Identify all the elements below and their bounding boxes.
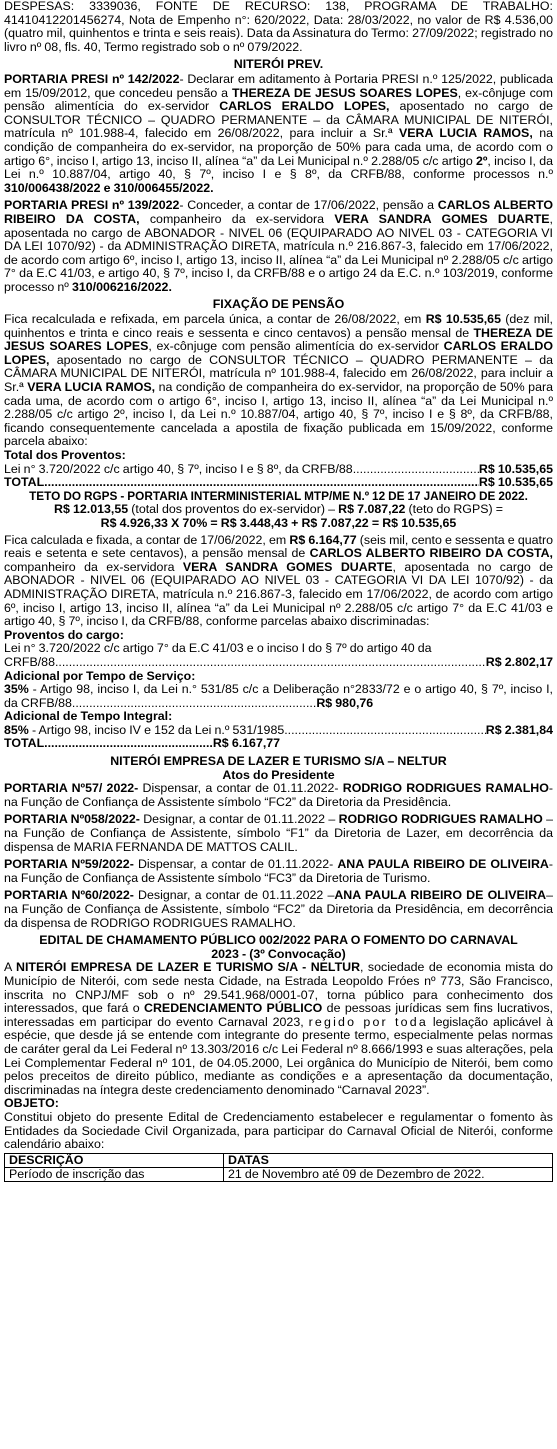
text-span: legislação aplicável à espécie, que desde já se entende com integrante do presente termo, especialmente pelas normas de caráter geral da Lei Federal nº 13.303/2016 c/c Lei Federal nº 8.666/1993 e suas alterações, pela Lei Complementar Federal nº 101, de 04.05.2000, Lei orgânica do Município de Niterói, bem como pelos preceitos de direito público, mediante as condições e a apresentação da documentação, discriminadas na íntegra deste credenciamento denominado “Carnaval 2023”. [4,1014,553,1097]
table-row [5,1167,553,1181]
amount: R$ 6.164,77 [289,532,357,547]
text-span: , aposentada no cargo de ABONADOR - NIVEL 06 (EQUIPARADO AO NIVEL 03 - CATEGORIA VI DA LEI 1070/92) - da ADMINISTRAÇÃO DIRETA, matrícula n.º 216.867-3, falecido em 17/06/2022, de acordo com artigo 6º, inciso I, artigo 13, inciso II, alínea “a” da Lei Municipal nº 2.288/05 c/c artigo 7° da E.C 41/03, e artigo 40, § 7º, inciso I, da CRFB/88 e o artigo 24 da E.C. n.º 103/2019, conforme processo nº [4,211,553,294]
text-span: – na Função de Confiança de Assistente, símbolo “FC2” da Diretoria da Presidência, em decorrência da dispensa de RODRIGO RODRIGUES RAMALHO. [4,888,553,930]
portaria-label: PORTARIA Nº60/2022- [4,888,134,903]
text-span: , sociedade de economia mista do Município de Niterói, com sede nesta Cidade, na Estrada Leopoldo Fróes nº 773, São Francisco, inscrita no CNPJ/MF sob o nº 29.541.968/0001-07, torna público para conhecimento dos interessados, que fará o [4,960,553,1016]
calendar-table [4,1153,553,1182]
objeto-text: Constitui objeto do presente Edital de Credenciamento estabelecer e regulamentar o fomento às Entidades da Sociedade Civil Organizada, para participar do Carnaval Oficial de Niterói, conforme calendário abaixo: [4,1109,553,1152]
adicional-tempo-text [4,683,553,710]
process-numbers: 310/006438/2022 e 310/006455/2022. [4,180,214,195]
organization-name: NITERÓI EMPRESA DE LAZER E TURISMO S/A - NELTUR [16,960,361,975]
section-subheading-atos: Atos do Presidente [222,767,335,782]
text-span: (seis mil, cento e sessenta e quatro reais e setenta e sete centavos), a pensão mensal de [4,532,553,561]
portaria-60-paragraph [4,889,553,930]
row-label: TOTAL [4,737,45,751]
row-value: R$ 10.535,65 [478,476,553,490]
text-span: - Artigo 98, inciso I, da Lei n.° 531/85 c/c a Deliberação n°2833/72 e o artigo 40, § 7º, inciso I, da CRFB/88 [4,682,553,710]
percent: 85% [4,723,29,737]
top-paragraph: DESPESAS: 3339036, FONTE DE RECURSO: 138, PROGRAMA DE TRABALHO: 41410412201456274, Nota de Empenho n°: 620/2022, Data: 28/03/2022, no valor de R$ 4.536,00 (quatro mil, quinhentos e trinta e seis reais). Data da Assinatura do Termo: 27/09/2022; registrado no livro nº 08, fls. 40, Termo registrado sob o nº 079/2022. [4,0,553,54]
companion-name: VERA LUCIA RAMOS, [27,380,156,395]
lei-row [4,463,553,477]
leader-dots [353,463,479,477]
calc-line-2: R$ 4.926,33 X 70% = R$ 3.448,43 + R$ 7.087,22 = R$ 10.535,65 [100,515,457,530]
table-header-cell: DESCRIÇÃO [5,1153,224,1167]
row-label: TOTAL [4,476,45,490]
edital-heading-line-1: EDITAL DE CHAMAMENTO PÚBLICO 002/2022 PARA O FOMENTO DO CARNAVAL [39,933,518,948]
document-page [4,0,553,1182]
text-span: Designar, a contar de 01.11.2022 – [133,888,335,903]
portaria-label: PORTARIA Nº59/2022- [4,857,134,872]
amount: R$ 12.013,55 [54,502,129,517]
text-span: Fica recalculada e refixada, em parcela única, a contar de 26/08/2022, em [4,312,426,327]
teto-heading: TETO DO RGPS - PORTARIA INTERMINISTERIAL MTP/ME N.º 12 DE 17 JANEIRO DE 2022. [29,488,528,503]
portaria-57-paragraph [4,782,553,809]
edital-paragraph [4,961,553,1097]
text-span: - Declarar em aditamento à Portaria PRESI n.º 125/2022, publicada em 15/09/2012, que concedeu pensão a [4,71,553,100]
leader-dots: ....................................................................... [71,695,317,710]
section-heading-neltur: NITERÓI EMPRESA DE LAZER E TURISMO S/A – NELTUR [110,754,447,769]
row-value: R$ 10.535,65 [478,462,553,476]
credenciamento-term: CREDENCIAMENTO PÚBLICO [144,1001,323,1016]
text-span: companheiro da ex-servidora [4,559,183,574]
total-row [4,476,553,490]
bold-ordinal: 2º [476,153,488,168]
person-name: ANA PAULA RIBEIRO DE OLIVEIRA [334,888,547,903]
text-span: Fica calculada e fixada, a contar de 17/06/2022, em [4,532,290,547]
person-name: RODRIGO RODRIGUES RAMALHO [338,812,543,827]
process-number: 310/006216/2022. [71,279,172,294]
percent: 35% [4,682,29,697]
text-span: Dispensar, a contar de 01.11.2022- [133,857,338,872]
beneficiary-name: THEREZA DE JESUS SOARES LOPES [4,325,553,354]
objeto-label [4,1097,553,1111]
leader-dots [55,656,486,670]
text-span: (dez mil, quinhentos e trinta e cinco reais e sessenta e cinco centavos) a pensão mensal de [4,312,553,340]
leader-dots [44,476,479,490]
text-span: na condição de companheira do ex-servidor, na proporção de 50% para cada uma, de acordo com o artigo 6°, inciso I, artigo 13, inciso II, alínea “a” da Lei Municipal n.º 2.288/05 c/c artigo [4,126,553,168]
servant-name: VERA SANDRA GOMES DUARTE [334,211,550,226]
text-span: , aposentada no cargo de ABONADOR - NIVEL 06 (EQUIPARADO AO NIVEL 03 - CATEGORIA VI DA LEI 1070/92) - da ADMINISTRAÇÃO DIRETA, matrícula n.º 216.867-3, falecido em 17/06/2022, de acordo com artigo 6º, inciso I, artigo 13, inciso II, alínea “a” da Lei Municipal nº 2.288/05 c/c artigo 7° da E.C 41/03 e artigo 40, § 7º, inciso I, da CRFB/88, conforme parcelas abaixo discriminadas: [4,559,553,629]
table-cell: 21 de Novembro até 09 de Dezembro de 2022. [224,1167,553,1181]
fixacao-paragraph-1 [4,313,553,449]
text-span: (total dos proventos do ex-servidor) – [128,502,339,517]
text-span: de pessoas jurídicas sem fins lucrativos, interessadas em participar do evento Carnaval 2023, [4,1001,553,1029]
fixacao-paragraph-2 [4,534,553,629]
label: Adicional de Tempo Integral: [4,709,173,724]
beneficiary-name: CARLOS ALBERTO RIBEIRO DA COSTA, [4,198,553,226]
portaria-label: PORTARIA Nº058/2022- [4,812,140,827]
text-span: - Artigo 98, inciso IV e 152 da Lei n.º 531/1985 [28,723,285,737]
row-label: CRFB/88 [4,655,55,669]
row-value: R$ 980,76 [316,695,374,710]
text-span: aposentado no cargo de CONSULTOR TÉCNICO – QUADRO PERMANENTE – da CÂMARA MUNICIPAL DE NITERÓI, matrícula nº 101.988-4, falecido em 26/08/2022, para incluir a Sr.ª [4,352,553,395]
table-header-row [5,1153,553,1167]
total2-row [4,737,284,751]
row-label: Lei n° 3.720/2022 c/c artigo 40, § 7º, inciso I e § 8º, da CRFB/88 [4,462,353,476]
text-span: – na Função de Confiança de Assistente, símbolo “F1” da Diretoria de Lazer, em decorrência da dispensa de MARIA FERNANDA DE MATTOS CALIL. [4,812,553,854]
total-proventos-label [4,449,553,463]
section-heading-niteroi-prev: NITERÓI PREV. [233,57,324,72]
row-value: R$ 2.802,17 [485,655,553,669]
text-span: , ex-cônjuge com pensão alimentícia do ex-servidor [148,339,444,354]
text-span: A [4,960,17,975]
section-heading-fixacao: FIXAÇÃO DE PENSÃO [212,297,345,312]
row-label [4,724,284,738]
portaria-139-paragraph [4,199,553,294]
adicional-integral-row [4,724,553,738]
text-span: companheiro da ex-servidora [139,211,335,226]
text-span: , inciso I, da Lei n.º 10.887/04, artigo 40, § 7º, inciso I e § 8º, da CRFB/88, conforme processos n.º [4,153,553,182]
adicional-integral-label [4,710,553,724]
table-header-cell: DATAS [224,1153,553,1167]
text-span: , ex-cônjuge com pensão alimentícia do ex-servidor [4,85,553,114]
leader-dots [284,724,486,738]
row-value: R$ 2.381,84 [485,723,553,737]
text-span: Designar, a contar de 01.11.2022 – [139,812,339,827]
person-name: ANA PAULA RIBEIRO DE OLIVEIRA [337,857,549,872]
row-value: R$ 6.167,77 [212,737,281,751]
calc-line-1 [4,503,553,517]
portaria-label: PORTARIA Nº57/ 2022- [4,781,139,796]
label: OBJETO: [4,1096,59,1111]
proventos-cargo-label [4,629,553,643]
amount: R$ 10.535,65 [425,312,501,327]
servant-name: CARLOS ERALDO LOPES, [219,99,390,114]
servant-name: CARLOS ERALDO LOPES, [4,339,554,367]
companion-name: VERA LUCIA RAMOS, [399,126,533,141]
portaria-58-paragraph [4,813,553,854]
text-span: - Conceder, a contar de 17/06/2022, pensão a [179,198,438,213]
edital-heading-line-2: 2023 - (3º Convocação) [211,946,346,961]
beneficiary-name: CARLOS ALBERTO RIBEIRO DA COSTA, [309,546,554,561]
label: Proventos do cargo: [4,627,124,642]
text-span: - na Função de Confiança de Assistente símbolo “FC3” da Diretoria de Turismo. [4,857,553,885]
beneficiary-name: THEREZA DE JESUS SOARES LOPES [231,85,458,100]
servant-name: VERA SANDRA GOMES DUARTE [182,559,393,574]
label: Total dos Proventos: [4,448,126,462]
person-name: RODRIGO RODRIGUES RAMALHO [342,781,549,796]
portaria-139-label: PORTARIA PRESI nº 139/2022 [4,198,180,213]
text-span: Dispensar, a contar de 01.11.2022- [138,781,343,796]
adicional-tempo-label [4,670,553,684]
label: Adicional por Tempo de Serviço: [4,668,196,683]
text-span: (teto do RGPS) = [405,502,503,517]
text-span: na condição de companheira do ex-servidor, na proporção de 50% para cada uma, de acordo com o artigo 6°, inciso I, artigo 13, inciso II, alínea “a” da Lei Municipal n.º 2.288/05 c/c artigo 2º, inciso I, da Lei n.º 10.887/04, artigo 40, § 7º, inciso I e § 8º, da CRFB/88, ficando consequentemente cancelada a apostila de fixação publicada em 15/09/2022, conforme parcela abaixo: [4,380,553,449]
portaria-59-paragraph [4,858,553,885]
portaria-142-label: PORTARIA PRESI nº 142/2022 [4,71,180,86]
portaria-142-paragraph [4,73,553,195]
text-span: aposentado no cargo de CONSULTOR TÉCNICO – QUADRO PERMANENTE – da CÂMARA MUNICIPAL DE NITERÓI, matrícula nº 101.988-4, falecido em 26/08/2022, para incluir a Sr.ª [4,99,553,141]
cargo-row [4,656,553,670]
amount: R$ 7.087,22 [338,502,406,517]
leader-dots: ................................................. [44,737,213,751]
text-span: - na Função de Confiança de Assistente símbolo “FC2” da Diretoria da Presidência. [4,781,554,809]
cargo-text: Lei n° 3.720/2022 c/c artigo 7° da E.C 41/03 e o inciso I do § 7º do artigo 40 da [4,641,432,656]
table-cell: Período de inscrição das [5,1167,224,1181]
spaced-text: regido por toda [308,1014,428,1029]
